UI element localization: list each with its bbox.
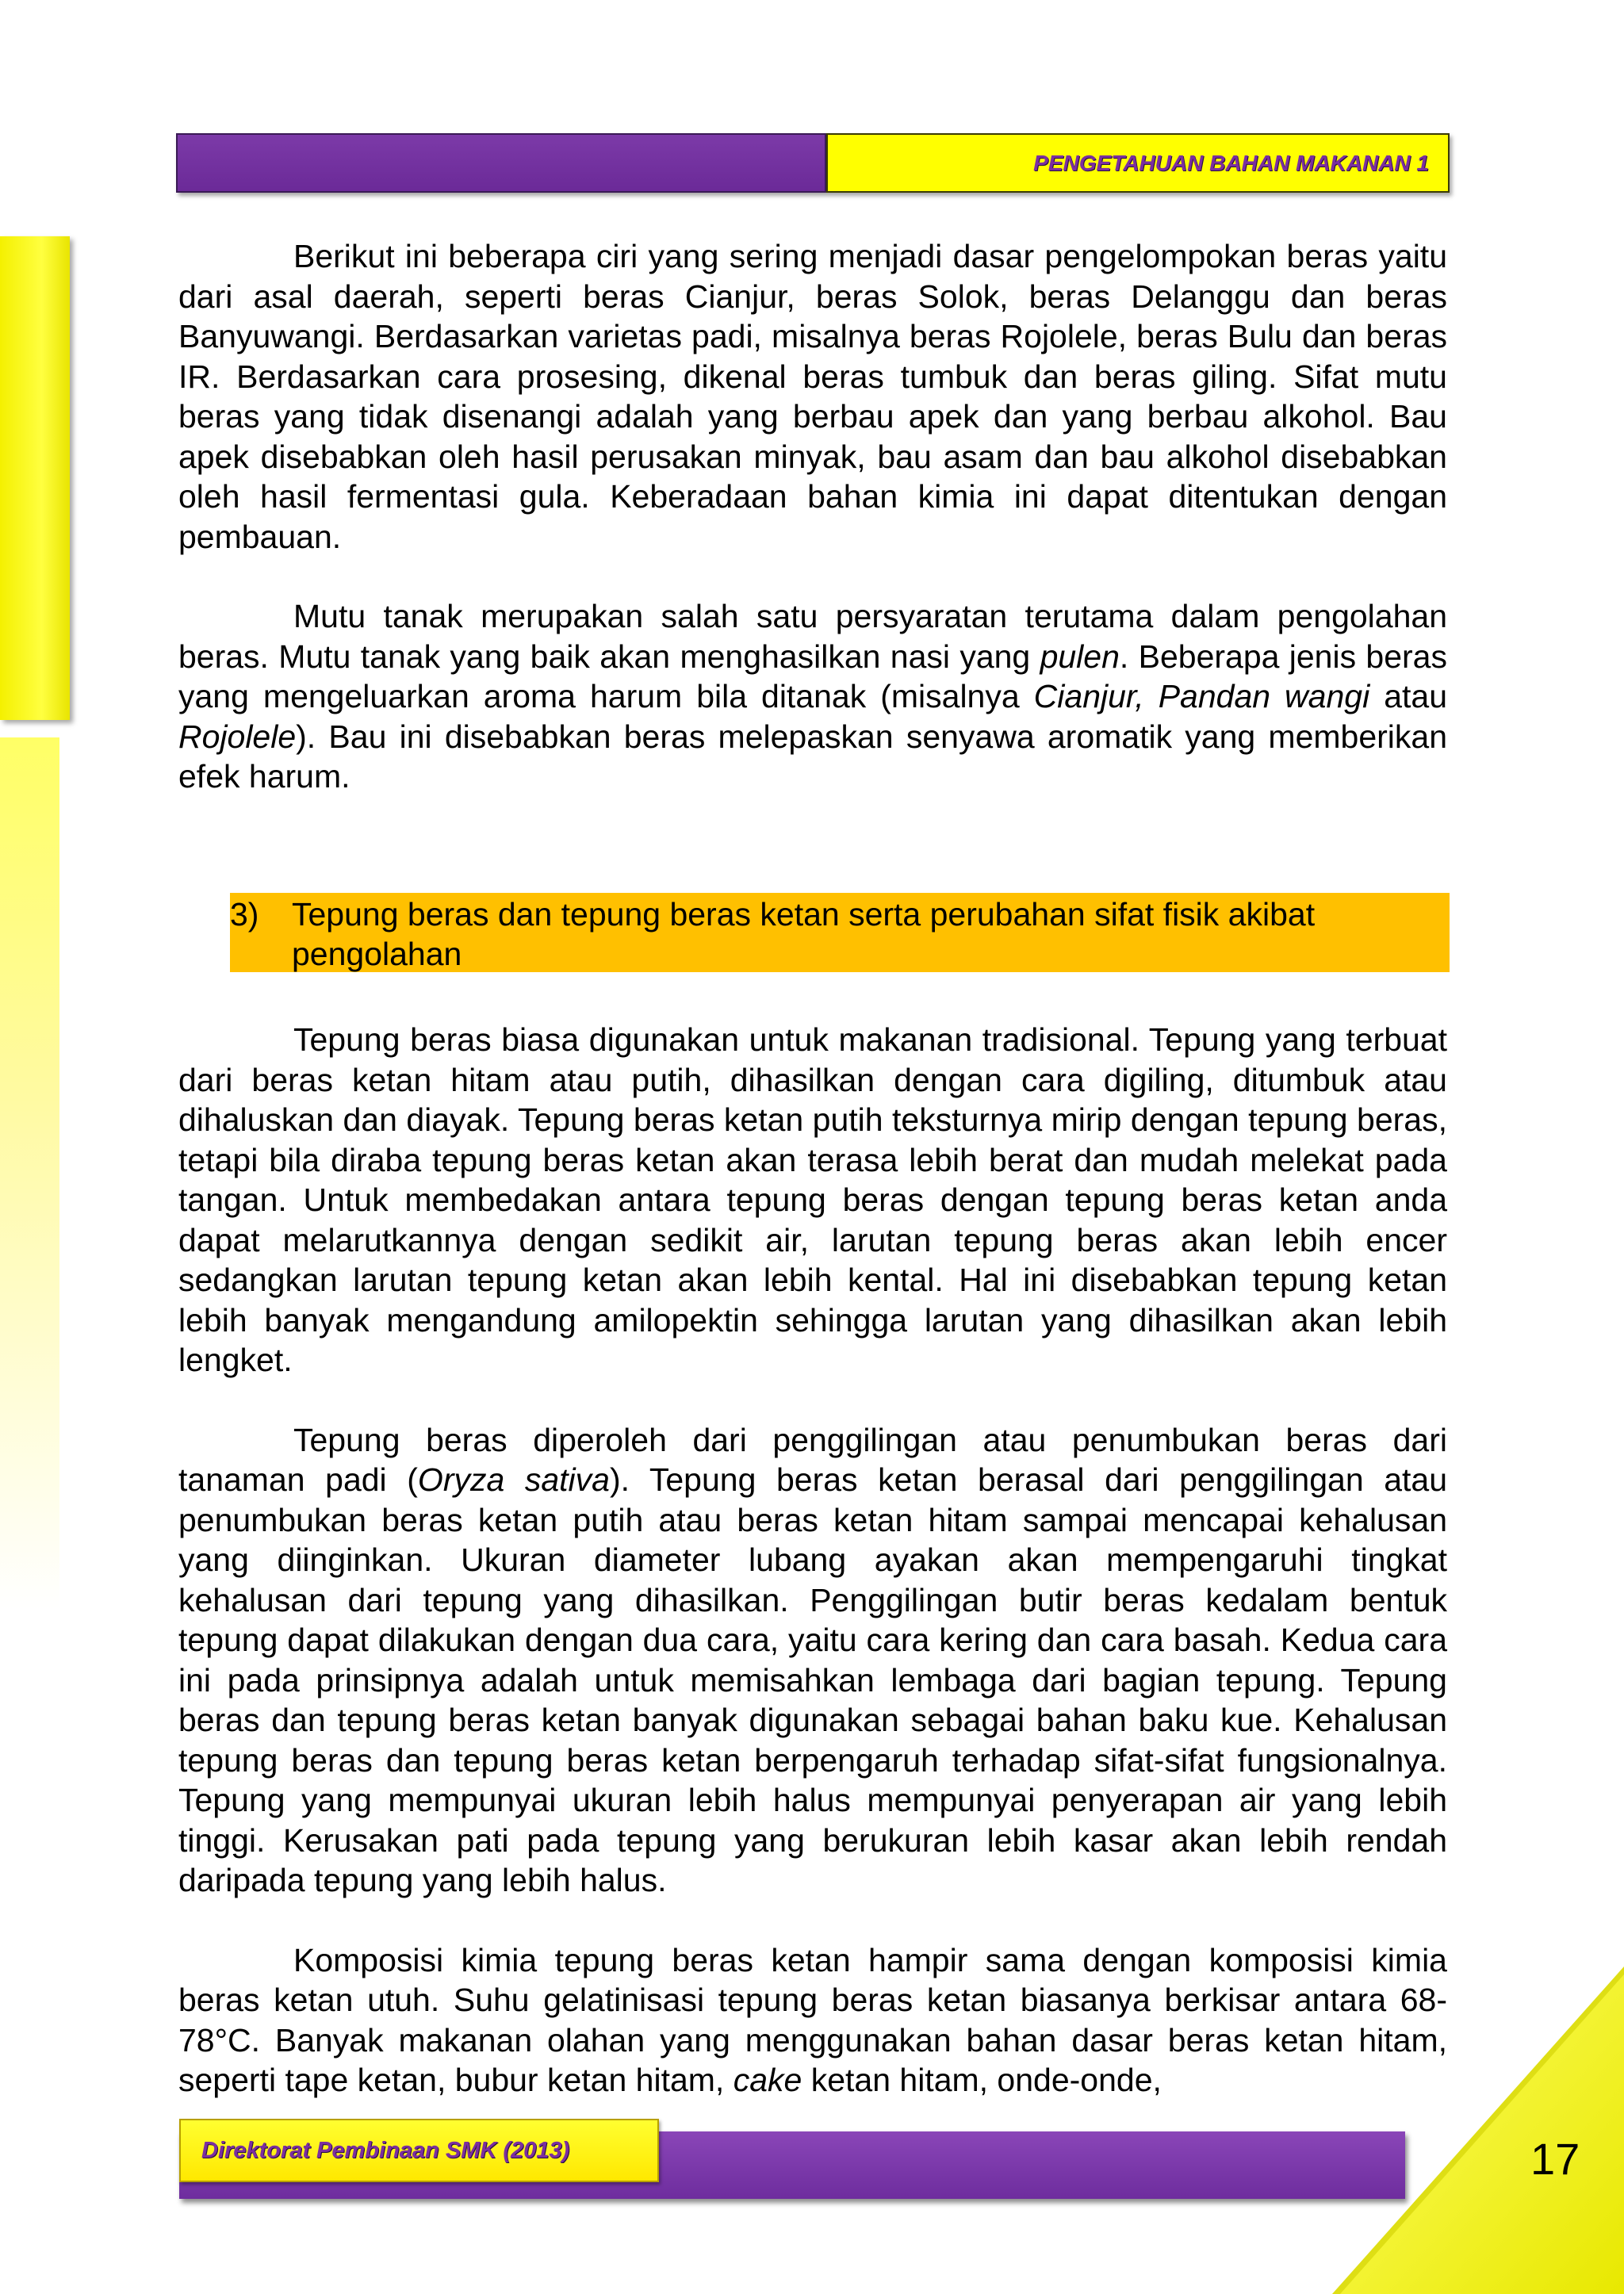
paragraph-5: Komposisi kimia tepung beras ketan hampir sama dengan komposisi kimia beras ketan utuh. Suhu gelatinisasi tepung beras ketan biasanya berkisar antara 68-78°C. Banyak makanan olahan yang menggunakan bahan dasar beras ketan hitam, seperti tape ketan, bubur ketan hitam, cake ketan hitam, onde-onde, [178, 1941, 1447, 2098]
left-decorative-fade [0, 737, 59, 1610]
footer-yellow-band [179, 2119, 659, 2182]
left-decorative-bar [0, 236, 70, 720]
corner-triangle-decoration [1332, 1967, 1624, 2294]
section-heading: Tepung beras dan tepung beras ketan serta perubahan sifat fisik akibat pengolahan [292, 896, 1316, 972]
page-header [176, 133, 1450, 193]
paragraph-4: Tepung beras diperoleh dari penggilingan atau penumbukan beras dari tanaman padi (Oryza sativa). Tepung beras ketan berasal dari penggilingan atau penumbukan beras ketan putih atau beras ketan hitam sampai mencapai kehalusan yang diinginkan. Ukuran diameter lubang ayakan akan mempengaruhi tingkat kehalusan dari tepung yang dihasilkan. Penggilingan butir beras kedalam bentuk tepung dapat dilakukan dengan dua cara, yaitu cara kering dan cara basah. Kedua cara ini pada prinsipnya adalah untuk memisahkan lembaga dari bagian tepung. Tepung beras dan tepung beras ketan banyak digunakan sebagai bahan baku kue. Kehalusan tepung beras dan tepung beras ketan berpengaruh terhadap sifat-sifat fungsionalnya. Tepung yang mempunyai ukuran lebih halus mempunyai penyerapan air yang lebih tinggi. Kerusakan pati pada tepung yang berukuran lebih kasar akan lebih rendah daripada tepung yang lebih halus. [178, 1421, 1448, 1898]
paragraph-2: Mutu tanak merupakan salah satu persyaratan terutama dalam pengolahan beras. Mutu tanak yang baik akan menghasilkan nasi yang pulen. Beberapa jenis beras yang mengeluarkan aroma harum bila ditanak (misalnya Cianjur, Pandan wangi atau Rojolele). Bau ini disebabkan beras melepaskan senyawa aromatik yang memberikan efek harum. [178, 598, 1447, 795]
header-purple-band [176, 133, 826, 193]
page-number: 17 [1530, 2134, 1580, 2184]
section-number: 3) [230, 896, 259, 933]
content-top [178, 236, 1447, 797]
content-bottom [178, 1020, 1447, 2101]
footer-label: Direktorat Pembinaan SMK (2013) [201, 2137, 570, 2163]
header-yellow-band [826, 133, 1450, 193]
paragraph-3: Tepung beras biasa digunakan untuk makanan tradisional. Tepung yang terbuat dari beras ketan hitam atau putih, dihasilkan dengan cara digiling, ditumbuk atau dihaluskan dan diayak. Tepung beras ketan putih teksturnya mirip dengan tepung beras, tetapi bila diraba tepung beras ketan akan terasa lebih berat dan mudah melekat pada tangan. Untuk membedakan antara tepung beras dengan tepung beras ketan anda dapat melarutkannya dengan sedikit air, larutan tepung beras akan lebih encer sedangkan larutan tepung ketan akan lebih kental. Hal ini disebabkan tepung ketan lebih banyak mengandung amilopektin sehingga larutan yang dihasilkan akan lebih lengket. [178, 1021, 1447, 1378]
header-title: PENGETAHUAN BAHAN MAKANAN 1 [1033, 150, 1429, 175]
paragraph-1: Berikut ini beberapa ciri yang sering menjadi dasar pengelompokan beras yaitu dari asal daerah, seperti beras Cianjur, beras Solok, beras Delanggu dan beras Banyuwangi. Berdasarkan varietas padi, misalnya beras Rojolele, beras Bulu dan beras IR. Berdasarkan cara prosesing, dikenal beras tumbuk dan beras giling. Sifat mutu beras yang tidak disenangi adalah yang berbau apek dan yang berbau alkohol. Bau apek disebabkan oleh hasil perusakan minyak, bau asam dan bau alkohol disebabkan oleh hasil fermentasi gula. Keberadaan bahan kimia ini dapat ditentukan dengan pembauan. [178, 238, 1447, 555]
